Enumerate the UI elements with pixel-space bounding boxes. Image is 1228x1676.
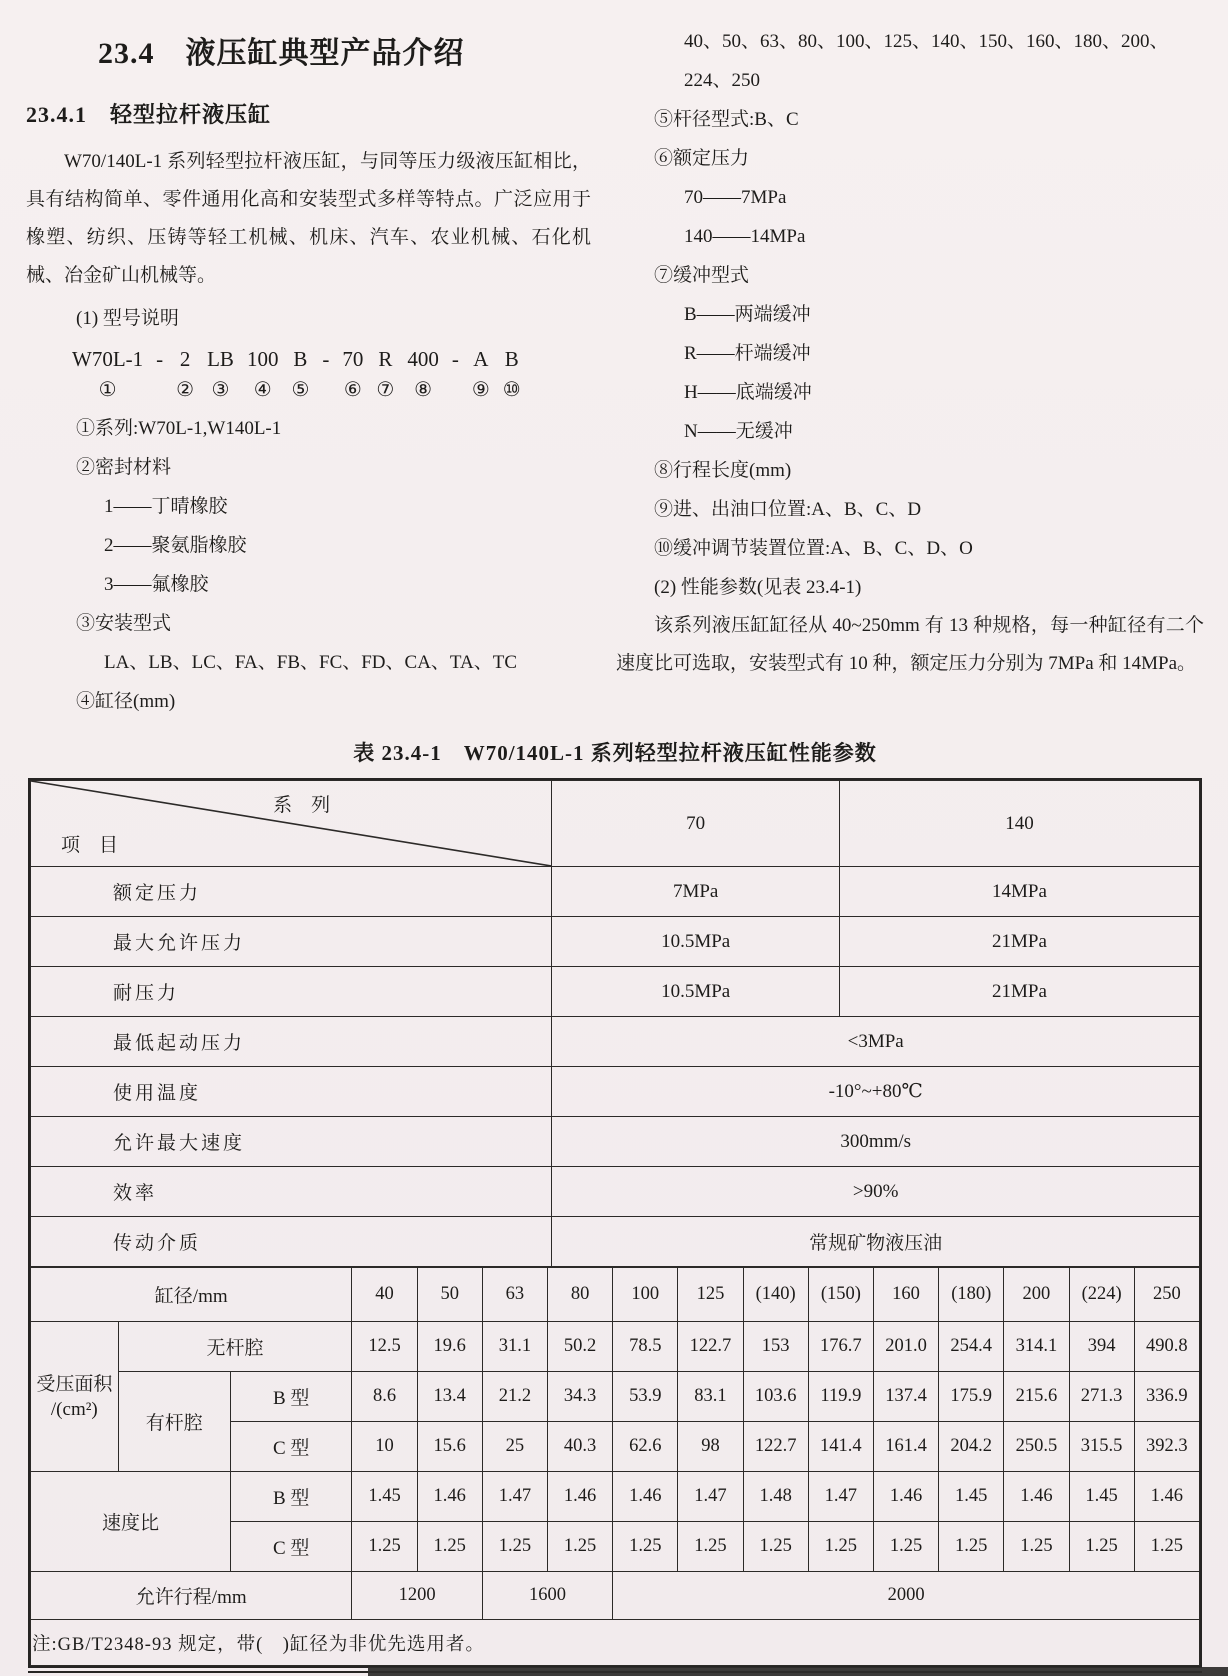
list-item: ⑤杆径型式:B、C (654, 109, 799, 130)
list-item: R——杆端缓冲 (684, 343, 811, 364)
pressure-area-label: 受压面积 /(cm²) (31, 1322, 119, 1472)
area-cell: 254.4 (939, 1322, 1004, 1372)
area-cell: 34.3 (548, 1372, 613, 1422)
model-code-segment: 100 ④ (246, 347, 279, 401)
model-code-segment: R ⑦ (376, 347, 395, 401)
area-cell: 201.0 (873, 1322, 938, 1372)
speed-cell: 1.47 (482, 1472, 547, 1522)
speed-cell: 1.25 (678, 1522, 743, 1572)
table-row (31, 781, 1200, 867)
area-cell: 175.9 (939, 1372, 1004, 1422)
area-cell: 31.1 (482, 1322, 547, 1372)
bore-cell: (224) (1069, 1268, 1134, 1322)
bore-cell: 100 (613, 1268, 678, 1322)
area-cell: 40.3 (548, 1422, 613, 1472)
speed-cell: 1.25 (939, 1522, 1004, 1572)
speed-cell: 1.46 (1004, 1472, 1069, 1522)
bore-cell: (140) (743, 1268, 808, 1322)
table-row (31, 917, 1200, 967)
list-item: ⑧行程长度(mm) (654, 460, 792, 481)
table-cell: 21MPa (839, 967, 1199, 1017)
model-code-segment: B ⑤ (291, 347, 310, 401)
type-c-label: C 型 (230, 1422, 352, 1472)
speed-cell: 1.25 (482, 1522, 547, 1572)
table-row (31, 1017, 1200, 1067)
bore-cell: 50 (417, 1268, 482, 1322)
list-item: ③安装型式 (76, 613, 172, 634)
table-cell: >90% (552, 1167, 1200, 1217)
performance-table (28, 778, 1202, 1668)
type-c-label: C 型 (230, 1522, 352, 1572)
table-cell: 10.5MPa (552, 917, 840, 967)
table-cell: <3MPa (552, 1017, 1200, 1067)
series-column-header: 140 (839, 781, 1199, 867)
list-item: ⑦缓冲型式 (654, 265, 750, 286)
speed-cell: 1.25 (548, 1522, 613, 1572)
bore-data-table (30, 1267, 1200, 1666)
area-cell: 10 (352, 1422, 417, 1472)
area-cell: 271.3 (1069, 1372, 1134, 1422)
table-row (31, 1067, 1200, 1117)
table-row (31, 1372, 1200, 1422)
table-row (31, 1167, 1200, 1217)
subsection-title: 23.4.1 轻型拉杆液压缸 (26, 102, 272, 127)
row-label: 允许最大速度 (31, 1117, 552, 1167)
table-cell: 14MPa (839, 867, 1199, 917)
speed-cell: 1.25 (417, 1522, 482, 1572)
series-axis-label: 系 列 (273, 795, 331, 816)
bore-cell: 200 (1004, 1268, 1069, 1322)
item-axis-label: 项 目 (61, 835, 119, 856)
row-label: 耐压力 (31, 967, 552, 1017)
bore-cell: (180) (939, 1268, 1004, 1322)
speed-cell: 1.25 (1004, 1522, 1069, 1572)
area-cell: 13.4 (417, 1372, 482, 1422)
row-label: 最大允许压力 (31, 917, 552, 967)
bore-cell: 40 (352, 1268, 417, 1322)
area-cell: 122.7 (678, 1322, 743, 1372)
closing-paragraph: 该系列液压缸缸径从 40~250mm 有 13 种规格，每一种缸径有二个速度比可选取，安装型式有 10 种，额定压力分别为 7MPa 和 14MPa。 (616, 615, 1204, 674)
list-item: B——两端缓冲 (684, 304, 811, 325)
speed-cell: 1.25 (352, 1522, 417, 1572)
speed-cell: 1.25 (1134, 1522, 1199, 1572)
list-item: 2——聚氨脂橡胶 (104, 535, 247, 556)
list-item: ⑩缓冲调节装置位置:A、B、C、D、O (654, 538, 973, 559)
bore-cell: (150) (808, 1268, 873, 1322)
list-item: LA、LB、LC、FA、FB、FC、FD、CA、TA、TC (104, 652, 518, 673)
diagonal-header-cell (31, 781, 552, 867)
area-cell: 122.7 (743, 1422, 808, 1472)
scan-edge-artifact (368, 1667, 1228, 1676)
series-column-header: 70 (552, 781, 840, 867)
bore-cell: 160 (873, 1268, 938, 1322)
list-item: 70——7MPa (684, 187, 787, 208)
table-row (31, 1572, 1200, 1620)
left-column (26, 22, 591, 721)
model-code-segment: W70L-1 ① (72, 347, 144, 401)
rod-chamber-label: 有杆腔 (118, 1372, 230, 1472)
list-item: ⑥额定压力 (654, 148, 750, 169)
area-cell: 12.5 (352, 1322, 417, 1372)
area-cell: 8.6 (352, 1372, 417, 1422)
speed-ratio-label: 速度比 (31, 1472, 231, 1572)
model-code-segment: 400 ⑧ (407, 347, 439, 401)
speed-cell: 1.25 (873, 1522, 938, 1572)
list-item: (2) 性能参数(见表 23.4-1) (654, 577, 862, 598)
table-cell: 10.5MPa (552, 967, 840, 1017)
speed-cell: 1.25 (613, 1522, 678, 1572)
stroke-cell: 1600 (482, 1572, 612, 1620)
table-row (31, 1472, 1200, 1522)
area-cell: 78.5 (613, 1322, 678, 1372)
area-cell: 103.6 (743, 1372, 808, 1422)
area-cell: 176.7 (808, 1322, 873, 1372)
area-cell: 62.6 (613, 1422, 678, 1472)
table-row (31, 867, 1200, 917)
bore-cell: 125 (678, 1268, 743, 1322)
bore-header-label: 缸径/mm (31, 1268, 352, 1322)
model-code-segment: 70 ⑥ (342, 347, 364, 401)
speed-cell: 1.46 (548, 1472, 613, 1522)
list-item: 224、250 (684, 70, 761, 91)
model-code-segment: A ⑨ (471, 347, 490, 401)
area-cell: 490.8 (1134, 1322, 1199, 1372)
list-item: 140——14MPa (684, 226, 806, 247)
model-code-segment: - (156, 347, 164, 371)
stroke-label: 允许行程/mm (31, 1572, 352, 1620)
section-title: 23.4 液压缸典型产品介绍 (98, 37, 465, 70)
area-cell: 336.9 (1134, 1372, 1199, 1422)
area-cell: 119.9 (808, 1372, 873, 1422)
area-cell: 50.2 (548, 1322, 613, 1372)
list-item: ⑨进、出油口位置:A、B、C、D (654, 499, 922, 520)
area-cell: 314.1 (1004, 1322, 1069, 1372)
area-cell: 315.5 (1069, 1422, 1134, 1472)
area-cell: 98 (678, 1422, 743, 1472)
table-row (31, 1117, 1200, 1167)
table-row (31, 967, 1200, 1017)
table-cell: 常规矿物液压油 (552, 1217, 1200, 1267)
list-item: ②密封材料 (76, 457, 172, 478)
stroke-cell: 2000 (613, 1572, 1200, 1620)
speed-cell: 1.46 (1134, 1472, 1199, 1522)
area-cell: 153 (743, 1322, 808, 1372)
model-code-segment: LB ③ (207, 347, 234, 401)
speed-cell: 1.46 (417, 1472, 482, 1522)
table-cell: -10°~+80℃ (552, 1067, 1200, 1117)
speed-cell: 1.25 (1069, 1522, 1134, 1572)
area-cell: 204.2 (939, 1422, 1004, 1472)
area-cell: 215.6 (1004, 1372, 1069, 1422)
area-cell: 394 (1069, 1322, 1134, 1372)
list-item: ①系列:W70L-1,W140L-1 (76, 418, 282, 439)
type-b-label: B 型 (230, 1372, 352, 1422)
model-code-diagram (72, 346, 591, 403)
table-cell: 7MPa (552, 867, 840, 917)
bore-cell: 80 (548, 1268, 613, 1322)
bore-cell: 63 (482, 1268, 547, 1322)
bore-cell: 250 (1134, 1268, 1199, 1322)
area-cell: 83.1 (678, 1372, 743, 1422)
row-label: 额定压力 (31, 867, 552, 917)
row-label: 效率 (31, 1167, 552, 1217)
list-item: 1——丁晴橡胶 (104, 496, 228, 517)
speed-cell: 1.46 (873, 1472, 938, 1522)
right-column (616, 22, 1204, 721)
area-cell: 15.6 (417, 1422, 482, 1472)
area-cell: 141.4 (808, 1422, 873, 1472)
area-cell: 392.3 (1134, 1422, 1199, 1472)
list-item: 3——氟橡胶 (104, 574, 209, 595)
list-item: ④缸径(mm) (76, 691, 176, 712)
rodless-chamber-label: 无杆腔 (118, 1322, 352, 1372)
table-row (31, 1620, 1200, 1666)
area-cell: 250.5 (1004, 1422, 1069, 1472)
table-caption: 表 23.4-1 W70/140L-1 系列轻型拉杆液压缸性能参数 (353, 741, 877, 765)
row-label: 最低起动压力 (31, 1017, 552, 1067)
area-cell: 161.4 (873, 1422, 938, 1472)
model-section-label: (1) 型号说明 (76, 308, 179, 329)
area-cell: 19.6 (417, 1322, 482, 1372)
area-cell: 25 (482, 1422, 547, 1472)
table-row (31, 1322, 1200, 1372)
model-code-segment: - (451, 347, 459, 371)
area-cell: 137.4 (873, 1372, 938, 1422)
table-cell: 300mm/s (552, 1117, 1200, 1167)
text-columns (26, 22, 1204, 721)
speed-cell: 1.45 (352, 1472, 417, 1522)
model-code-segment: - (322, 347, 330, 371)
area-cell: 53.9 (613, 1372, 678, 1422)
stroke-cell: 1200 (352, 1572, 482, 1620)
list-item: H——底端缓冲 (684, 382, 812, 403)
list-item: N——无缓冲 (684, 421, 793, 442)
speed-cell: 1.25 (743, 1522, 808, 1572)
speed-cell: 1.45 (1069, 1472, 1134, 1522)
speed-cell: 1.47 (808, 1472, 873, 1522)
area-cell: 21.2 (482, 1372, 547, 1422)
table-row (31, 1268, 1200, 1322)
speed-cell: 1.25 (808, 1522, 873, 1572)
type-b-label: B 型 (230, 1472, 352, 1522)
row-label: 使用温度 (31, 1067, 552, 1117)
model-code-segment: B ⑩ (502, 347, 521, 401)
speed-cell: 1.46 (613, 1472, 678, 1522)
table-row (31, 1217, 1200, 1267)
table-cell: 21MPa (839, 917, 1199, 967)
row-label: 传动介质 (31, 1217, 552, 1267)
intro-paragraph: W70/140L-1 系列轻型拉杆液压缸，与同等压力级液压缸相比，具有结构简单、零件通用化高和安装型式多样等特点。广泛应用于橡塑、纺织、压铸等轻工机械、机床、汽车、农业机械、石化机械、冶金矿山机械等。 (26, 151, 591, 286)
list-item: 40、50、63、80、100、125、140、150、160、180、200、 (684, 31, 1169, 52)
speed-cell: 1.45 (939, 1472, 1004, 1522)
speed-cell: 1.47 (678, 1472, 743, 1522)
table-note: 注:GB/T2348-93 规定，带( )缸径为非优先选用者。 (31, 1620, 1200, 1666)
speed-cell: 1.48 (743, 1472, 808, 1522)
upper-parameter-table (30, 780, 1200, 1267)
model-code-segment: 2 ② (176, 347, 195, 401)
